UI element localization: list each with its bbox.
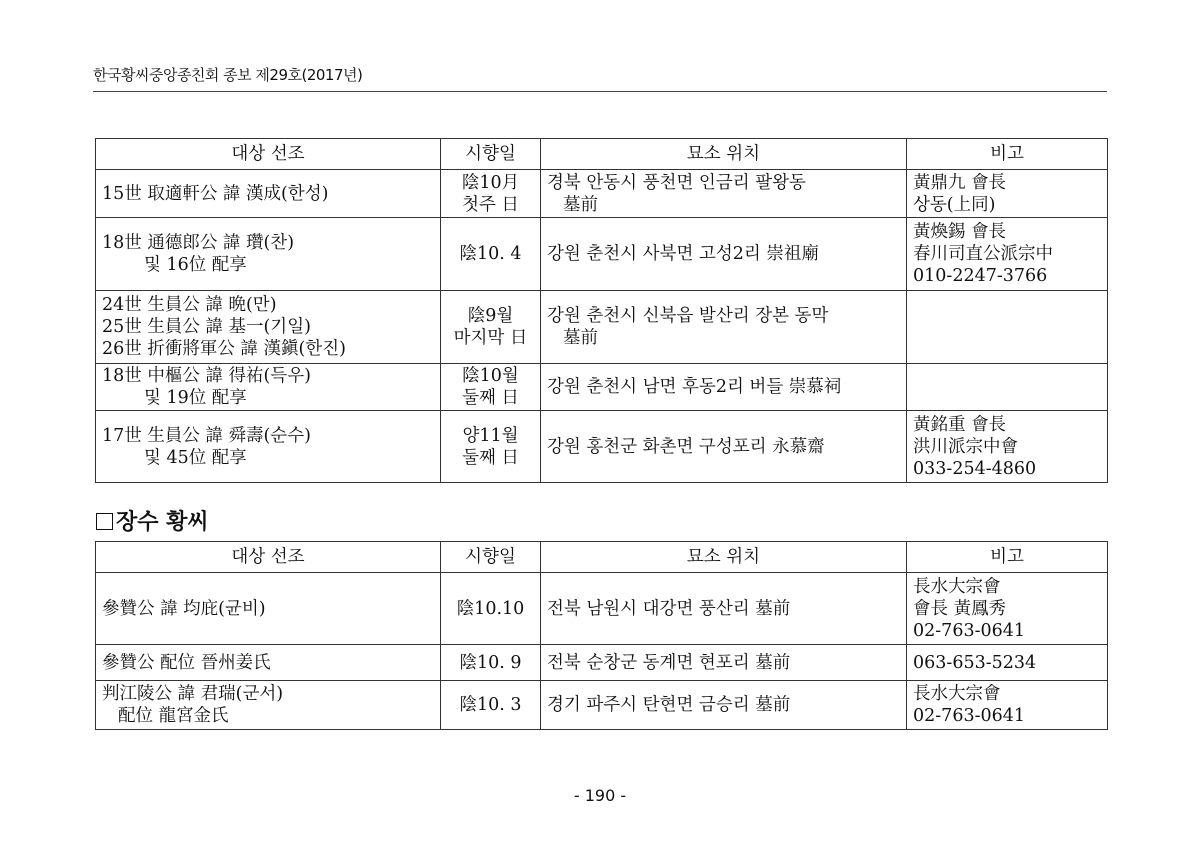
table-row [96, 681, 1108, 730]
location-line: 경북 안동시 풍천면 인금리 팔왕동 [547, 172, 806, 193]
cell-date [441, 170, 541, 218]
table-header-row [96, 542, 1108, 573]
date-line: 陰10. 9 [459, 652, 522, 673]
ancestor-line: 18世 通德郎公 諱 瓚(찬) [102, 233, 295, 253]
cell-ancestor [96, 645, 441, 681]
note-line: 063-653-5234 [913, 652, 1037, 673]
cell-date [441, 645, 541, 681]
date-line: 첫주 日 [462, 194, 519, 215]
section-title [96, 505, 209, 536]
table-row [96, 645, 1108, 681]
table-row [96, 291, 1108, 364]
memorial-table-2 [95, 541, 1108, 730]
column-header-location: 묘소 위치 [541, 139, 907, 170]
column-header-ancestor: 대상 선조 [96, 139, 441, 170]
ancestor-line: 15世 取適軒公 諱 漢成(한성) [102, 183, 329, 204]
cell-location [541, 681, 907, 730]
location-line: 경기 파주시 탄현면 금승리 墓前 [547, 695, 791, 715]
cell-note [907, 681, 1108, 730]
location-line: 墓前 [563, 194, 598, 215]
cell-ancestor [96, 218, 441, 291]
location-line: 강원 춘천시 사북면 고성2리 崇祖廟 [547, 244, 819, 264]
date-line: 陰10월 [462, 366, 519, 386]
ancestor-line: 및 45位 配享 [144, 447, 247, 468]
ancestor-line: 判江陵公 諱 君瑞(군서) [102, 684, 284, 704]
cell-date [441, 291, 541, 364]
ancestor-line: 24世 生員公 諱 晩(만) [102, 295, 277, 315]
note-line: 洪川派宗中會 [913, 436, 1018, 457]
table-row [96, 170, 1108, 218]
location-line: 강원 춘천시 신북읍 발산리 장본 동막 [547, 306, 829, 326]
cell-note-empty [907, 364, 1108, 411]
date-line: 마지막 日 [453, 328, 528, 348]
location-line: 전북 순창군 동계면 현포리 墓前 [547, 652, 791, 673]
ancestor-line: 및 19位 配享 [144, 388, 247, 408]
column-header-date: 시향일 [441, 139, 541, 170]
cell-ancestor [96, 573, 441, 645]
ancestor-line: 參贊公 諱 均庇(균비) [102, 598, 266, 619]
section-title-text: 장수 황씨 [116, 510, 209, 535]
cell-location [541, 291, 907, 364]
memorial-table-1 [95, 138, 1108, 483]
document-header: 한국황씨중앙종친회 종보 제29호(2017년) [93, 66, 363, 84]
cell-ancestor [96, 681, 441, 730]
cell-note [907, 645, 1108, 681]
cell-location [541, 573, 907, 645]
column-header-note: 비고 [907, 139, 1108, 170]
cell-date [441, 573, 541, 645]
date-line: 陰10.10 [456, 598, 525, 619]
location-line: 墓前 [563, 328, 598, 348]
date-line: 陰9월 [467, 306, 514, 326]
table-row [96, 218, 1108, 291]
cell-ancestor [96, 291, 441, 364]
checkbox-icon [96, 513, 113, 530]
cell-ancestor [96, 170, 441, 218]
cell-location [541, 218, 907, 291]
location-line: 전북 남원시 대강면 풍산리 墓前 [547, 598, 791, 619]
ancestor-line: 25世 生員公 諱 基一(기일) [102, 317, 311, 337]
cell-note [907, 411, 1108, 483]
table-row [96, 364, 1108, 411]
cell-note-empty [907, 291, 1108, 364]
cell-location [541, 645, 907, 681]
note-line: 長水大宗會 [913, 576, 1001, 597]
cell-location [541, 364, 907, 411]
note-line: 상동(上同) [913, 194, 996, 215]
cell-date [441, 411, 541, 483]
ancestor-line: 配位 龍宮金氏 [118, 706, 229, 726]
note-line: 黃銘重 會長 [913, 414, 1007, 435]
cell-date [441, 218, 541, 291]
location-line: 강원 홍천군 화촌면 구성포리 永慕齋 [547, 436, 825, 457]
table-header-row [96, 139, 1108, 170]
note-line: 春川司直公派宗中 [913, 244, 1053, 264]
column-header-note: 비고 [907, 542, 1108, 573]
cell-note [907, 218, 1108, 291]
date-line: 陰10. 4 [459, 244, 522, 264]
ancestor-line: 및 16位 配享 [144, 255, 247, 275]
note-line: 033-254-4860 [913, 458, 1037, 479]
cell-note [907, 573, 1108, 645]
cell-note [907, 170, 1108, 218]
note-line: 02-763-0641 [913, 706, 1026, 726]
note-line: 長水大宗會 [913, 684, 1001, 704]
table-row [96, 411, 1108, 483]
location-line: 강원 춘천시 남면 후동2리 버들 崇慕祠 [547, 377, 842, 397]
table-row [96, 573, 1108, 645]
date-line: 陰10. 3 [459, 695, 522, 715]
ancestor-line: 26世 折衝將軍公 諱 漢鎭(한진) [102, 339, 346, 359]
ancestor-line: 17世 生員公 諱 舜壽(순수) [102, 425, 311, 446]
ancestor-line: 18世 中樞公 諱 得祐(득우) [102, 366, 311, 386]
cell-ancestor [96, 411, 441, 483]
cell-date [441, 681, 541, 730]
page-number: - 190 - [573, 786, 627, 805]
date-line: 둘째 日 [462, 447, 519, 468]
note-line: 黃煥錫 會長 [913, 222, 1007, 242]
note-line: 黃鼎九 會長 [913, 172, 1007, 193]
note-line: 010-2247-3766 [913, 266, 1048, 286]
column-header-location: 묘소 위치 [541, 542, 907, 573]
column-header-date: 시향일 [441, 542, 541, 573]
cell-date [441, 364, 541, 411]
date-line: 둘째 日 [462, 388, 519, 408]
cell-location [541, 170, 907, 218]
ancestor-line: 參贊公 配位 晉州姜氏 [102, 652, 271, 673]
header-divider [93, 91, 1107, 92]
date-line: 陰10月 [461, 172, 520, 193]
column-header-ancestor: 대상 선조 [96, 542, 441, 573]
date-line: 양11월 [462, 425, 519, 446]
note-line: 會長 黃鳳秀 [913, 598, 1007, 619]
cell-ancestor [96, 364, 441, 411]
cell-location [541, 411, 907, 483]
note-line: 02-763-0641 [913, 620, 1026, 641]
